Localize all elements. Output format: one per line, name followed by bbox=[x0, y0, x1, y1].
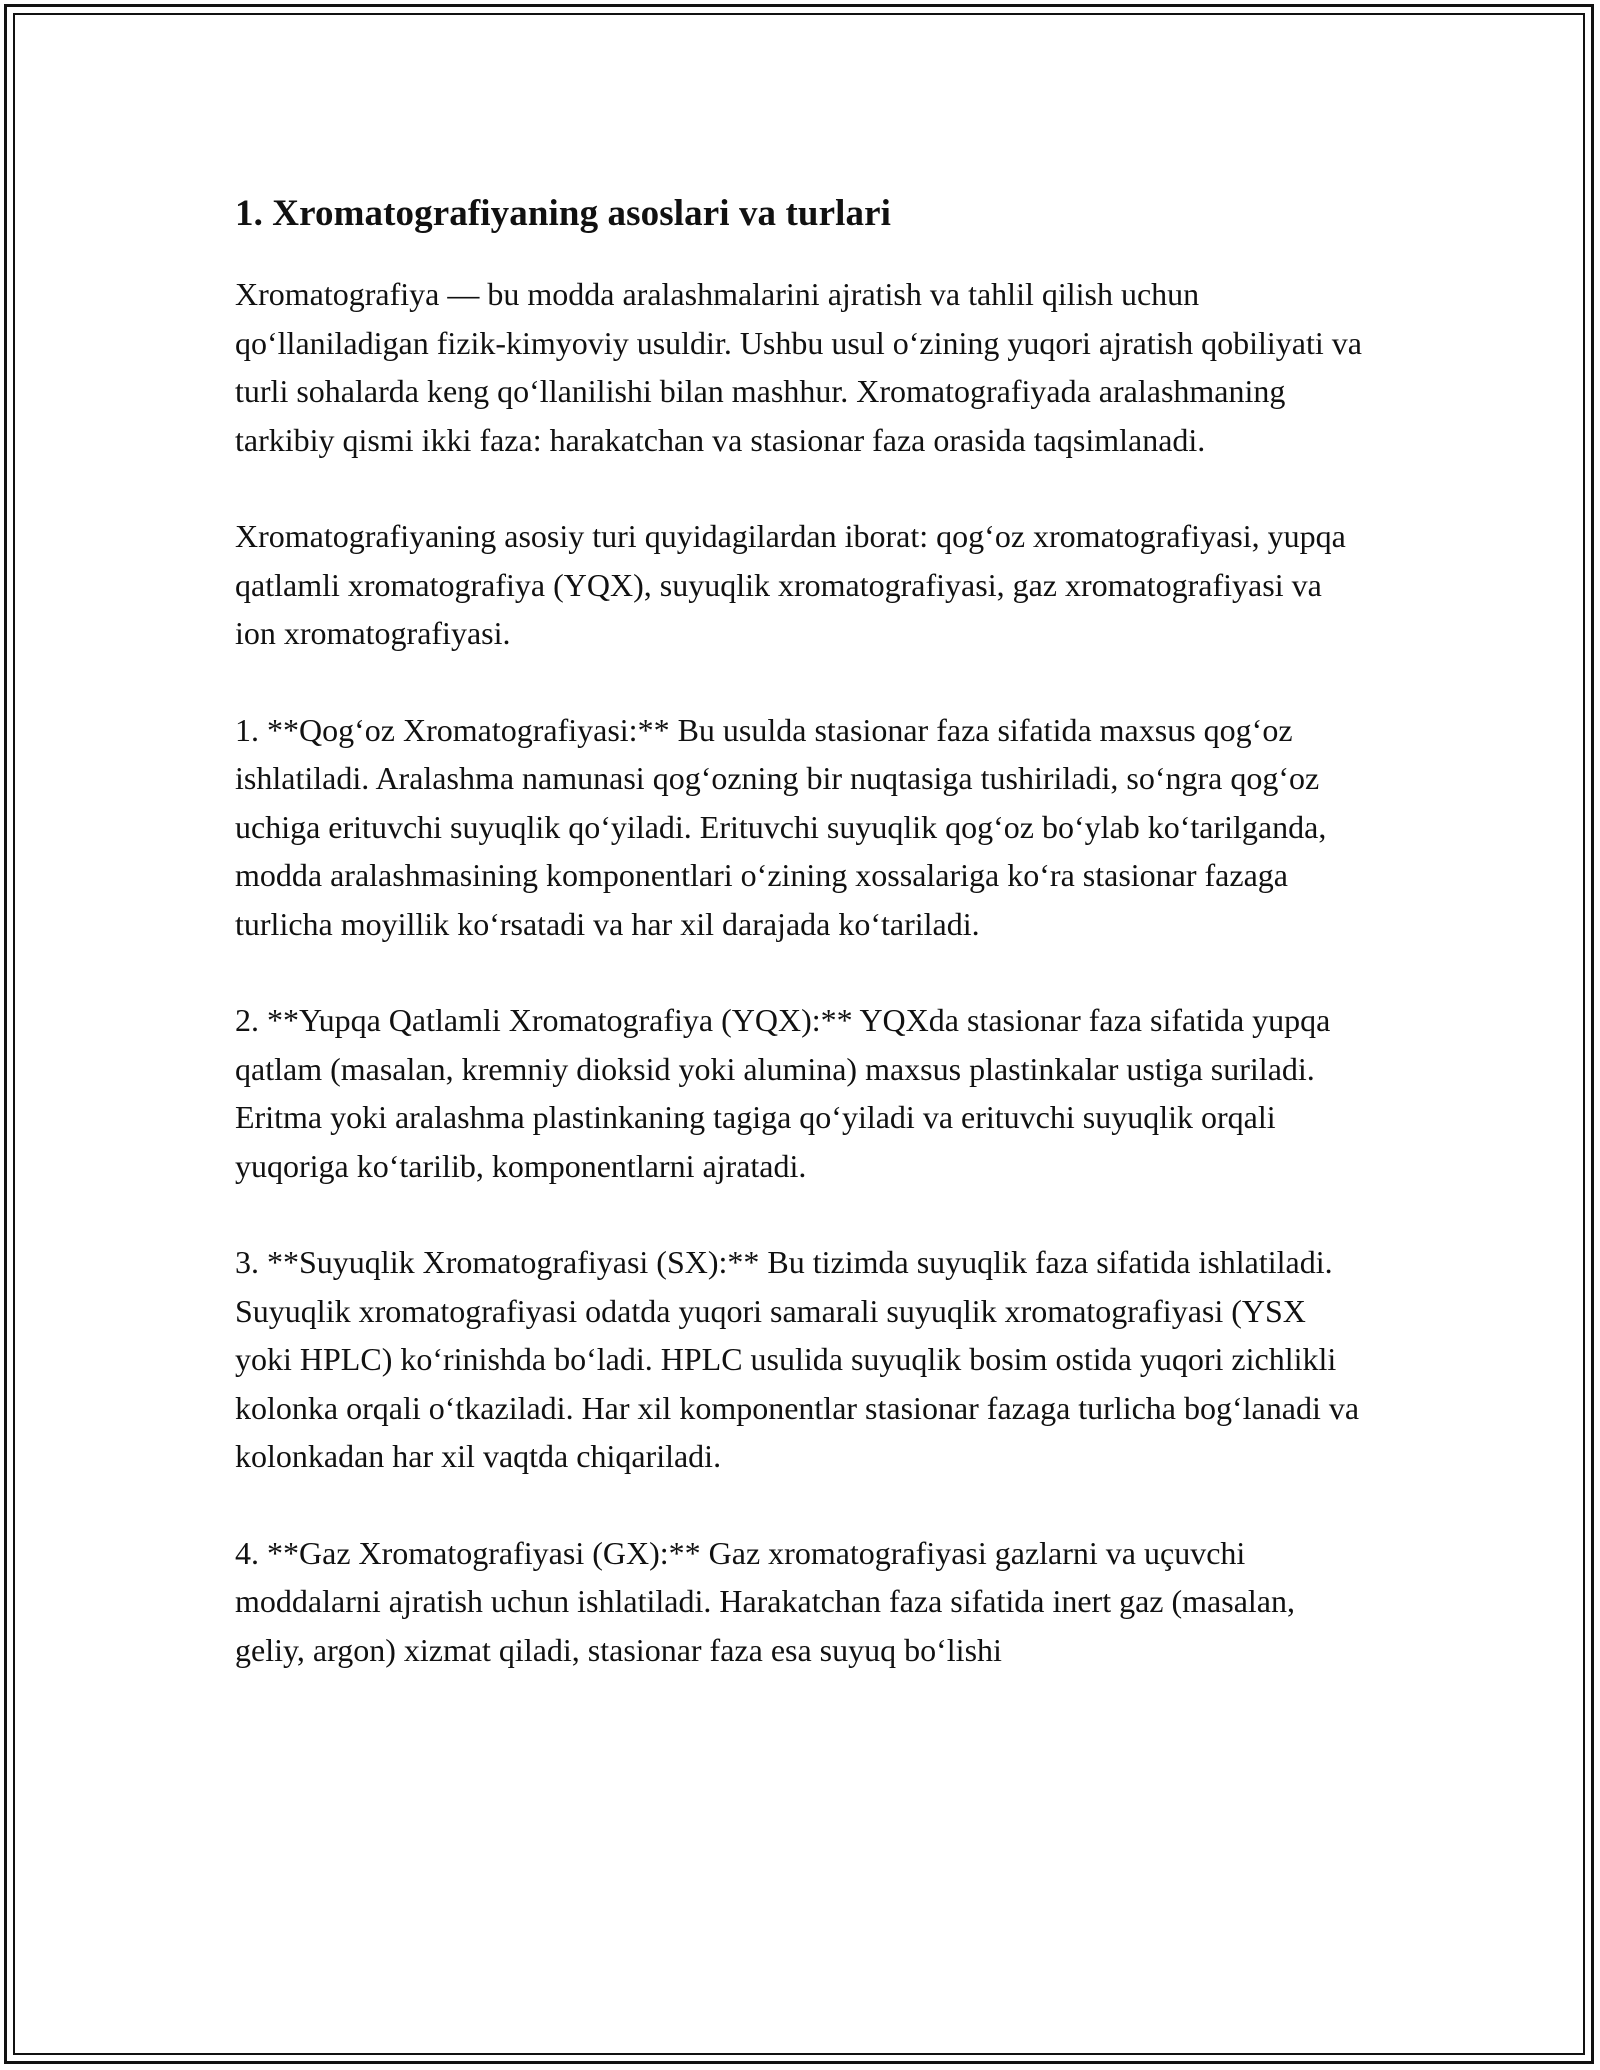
paragraph-thin-layer-chromatography: 2. **Yupqa Qatlamli Xromatografiya (YQX):** YQXda stasionar faza sifatida yupqa qatlam (masalan, kremniy dioksid yoki alumina) maxsus plastinkalar ustiga suriladi. Eritma yoki aralashma plastinkaning tagiga qo‘yiladi va erituvchi suyuqlik orqali yuqoriga ko‘tarilib, komponentlarni ajratadi. bbox=[235, 1002, 1331, 1184]
document-body bbox=[235, 188, 1365, 1674]
paragraph-types-overview: Xromatografiyaning asosiy turi quyidagilardan iborat: qog‘oz xromatografiyasi, yupqa qatlamli xromatografiya (YQX), suyuqlik xromatografiyasi, gaz xromatografiyasi va ion xromatografiyasi. bbox=[235, 518, 1346, 651]
paragraph-gas-chromatography: 4. **Gaz Xromatografiyasi (GX):** Gaz xromatografiyasi gazlarni va uçuvchi moddalarni ajratish uchun ishlatiladi. Harakatchan faza sifatida inert gaz (masalan, geliy, argon) xizmat qiladi, stasionar faza esa suyuq bo‘lishi bbox=[235, 1534, 1295, 1668]
paragraph-intro: Xromatografiya — bu modda aralashmalarini ajratish va tahlil qilish uchun qo‘llaniladigan fizik-kimyoviy usuldir. Ushbu usul o‘zining yuqori ajratish qobiliyati va turli sohalarda keng qo‘llanilishi bilan mashhur. Xromatografiyada aralashmaning tarkibiy qismi ikki faza: harakatchan va stasionar faza orasida taqsimlanadi. bbox=[235, 276, 1362, 458]
section-heading: 1. Xromatografiyaning asoslari va turlari bbox=[235, 193, 892, 234]
paragraph-liquid-chromatography: 3. **Suyuqlik Xromatografiyasi (SX):** Bu tizimda suyuqlik faza sifatida ishlatiladi. Suyuqlik xromatografiyasi odatda yuqori samarali suyuqlik xromatografiyasi (YSX yoki HPLC) ko‘rinishda bo‘ladi. HPLC usulida suyuqlik bosim ostida yuqori zichlikli kolonka orqali o‘tkaziladi. Har xil komponentlar stasionar fazaga turlicha bog‘lanadi va kolonkadan har xil vaqtda chiqariladi. bbox=[235, 1244, 1360, 1474]
paragraph-paper-chromatography: 1. **Qog‘oz Xromatografiyasi:** Bu usulda stasionar faza sifatida maxsus qog‘oz ishlatiladi. Aralashma namunasi qog‘ozning bir nuqtasiga tushiriladi, so‘ngra qog‘oz uchiga erituvchi suyuqlik qo‘yiladi. Erituvchi suyuqlik qog‘oz bo‘ylab ko‘tarilganda, modda aralashmasining komponentlari o‘zining xossalariga ko‘ra stasionar fazaga turlicha moyillik ko‘rsatadi va har xil darajada ko‘tariladi. bbox=[235, 711, 1327, 942]
